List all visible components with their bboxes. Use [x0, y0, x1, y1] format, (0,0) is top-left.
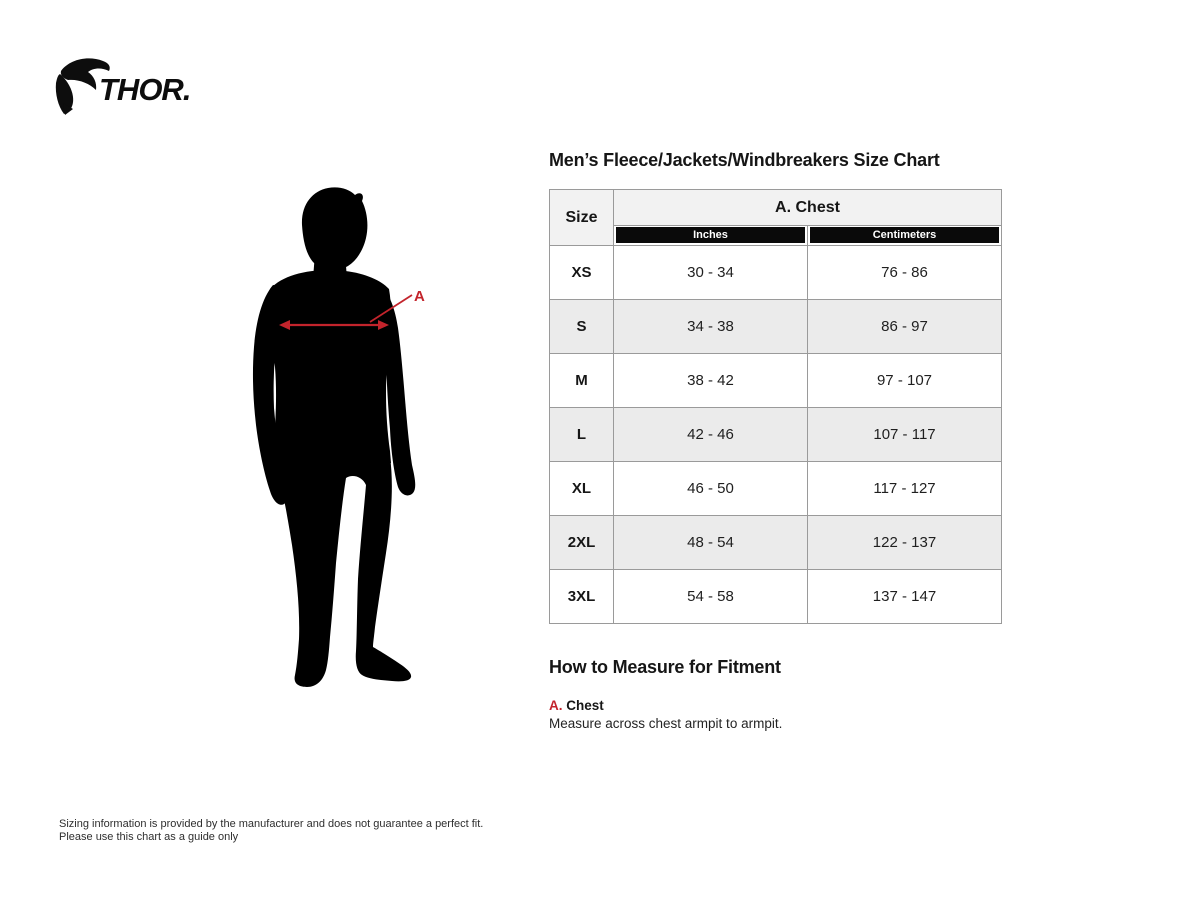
- centimeters-value: 86 - 97: [808, 300, 1002, 354]
- unit-header-inches: [614, 226, 808, 246]
- inches-value: 42 - 46: [614, 408, 808, 462]
- size-label: M: [550, 354, 614, 408]
- measure-name: Chest: [566, 698, 604, 713]
- table-unit-row: [550, 226, 1002, 246]
- table-row-2xl: [550, 516, 1002, 570]
- column-header-chest: A. Chest: [614, 190, 1002, 226]
- table-row-s: [550, 300, 1002, 354]
- table-row-l: [550, 408, 1002, 462]
- table-row-m: [550, 354, 1002, 408]
- how-to-measure-section: [549, 657, 969, 731]
- size-label: 2XL: [550, 516, 614, 570]
- how-to-measure-title: How to Measure for Fitment: [549, 657, 781, 677]
- inches-value: 38 - 42: [614, 354, 808, 408]
- size-label: XL: [550, 462, 614, 516]
- size-label: L: [550, 408, 614, 462]
- body-silhouette: [240, 185, 460, 705]
- inches-value: 48 - 54: [614, 516, 808, 570]
- table-row-xs: [550, 246, 1002, 300]
- size-chart-title: Men’s Fleece/Jackets/Windbreakers Size Chart: [549, 150, 940, 170]
- centimeters-value: 122 - 137: [808, 516, 1002, 570]
- table-row-xl: [550, 462, 1002, 516]
- unit-bar-inches: Inches: [616, 227, 805, 243]
- inches-value: 30 - 34: [614, 246, 808, 300]
- chest-marker-label: A: [414, 288, 425, 305]
- disclaimer-line-2: Please use this chart as a guide only: [59, 830, 239, 843]
- centimeters-value: 76 - 86: [808, 246, 1002, 300]
- centimeters-value: 97 - 107: [808, 354, 1002, 408]
- inches-value: 46 - 50: [614, 462, 808, 516]
- size-label: XS: [550, 246, 614, 300]
- male-silhouette-shape: [253, 187, 415, 687]
- centimeters-value: 137 - 147: [808, 570, 1002, 624]
- measure-marker: A.: [549, 698, 563, 713]
- unit-bar-centimeters: Centimeters: [810, 227, 999, 243]
- table-row-3xl: [550, 570, 1002, 624]
- size-table: [549, 189, 1002, 624]
- measure-description: Measure across chest armpit to armpit.: [549, 716, 783, 731]
- table-header-row: [550, 190, 1002, 226]
- centimeters-value: 117 - 127: [808, 462, 1002, 516]
- inches-value: 34 - 38: [614, 300, 808, 354]
- unit-header-centimeters: [808, 226, 1002, 246]
- size-label: 3XL: [550, 570, 614, 624]
- disclaimer: [59, 818, 483, 843]
- column-header-size: Size: [550, 190, 614, 246]
- measure-item-chest: [549, 698, 969, 713]
- size-label: S: [550, 300, 614, 354]
- brand-logo: [53, 57, 213, 115]
- thor-wordmark: THOR.: [99, 72, 191, 107]
- inches-value: 54 - 58: [614, 570, 808, 624]
- brand-logo-svg: [53, 57, 213, 115]
- centimeters-value: 107 - 117: [808, 408, 1002, 462]
- disclaimer-line-1: Sizing information is provided by the manufacturer and does not guarantee a perfect fit.: [59, 818, 484, 830]
